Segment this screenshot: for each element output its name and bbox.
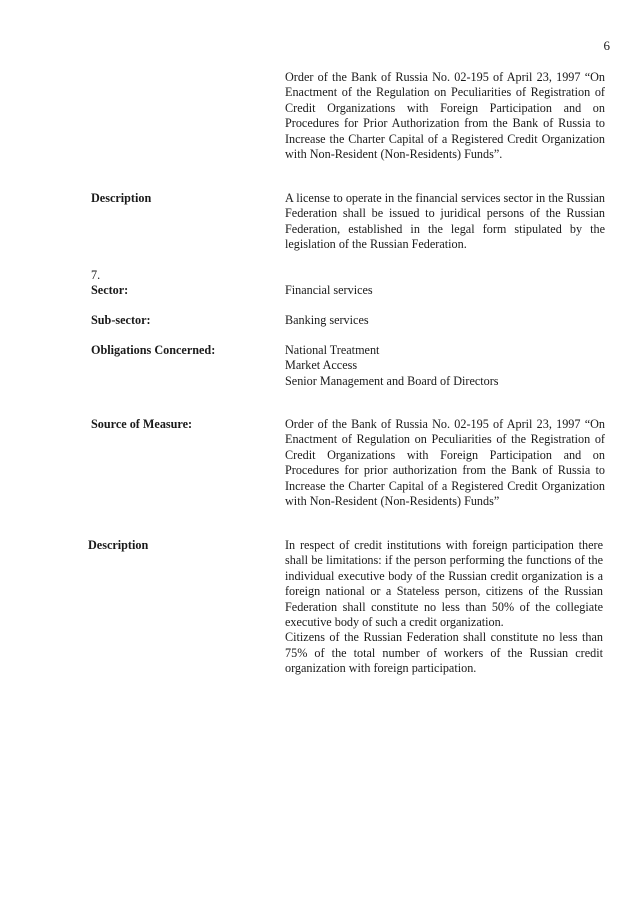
obligation-item: Senior Management and Board of Directors	[285, 373, 499, 388]
subsector-label: Sub-sector:	[91, 313, 151, 327]
sector-label: Sector:	[91, 283, 129, 297]
entry7-number: 7.	[91, 268, 101, 282]
description-paragraph: In respect of credit institutions with foreign participation there shall be limitations: if the person performing the functions of the individual executive body of the Russian credit organization is a foreign national or a Stateless person, citizens of the Russian Federation shall constitute no less than 50% of the collegiate executive body of such a credit organization.	[285, 538, 603, 630]
obligation-item: Market Access	[285, 358, 358, 373]
obligation-item: National Treatment	[285, 343, 380, 357]
obligations-label: Obligations Concerned:	[91, 343, 216, 357]
source-label: Source of Measure:	[91, 417, 193, 431]
entry7-description-label: Description	[88, 538, 149, 552]
page-number: 6	[603, 38, 610, 53]
entry6-description-label: Description	[91, 191, 152, 205]
obligations-list	[285, 343, 605, 389]
entry6-source-text: Order of the Bank of Russia No. 02-195 of April 23, 1997 “On Enactment of the Regulation on Peculiarities of Registration of Credit Organizations with Foreign Participation and on Procedures for Prior Authorization from the Bank of Russia to Increase the Charter Capital of a Registered Credit Organization with Non-Resident (Non-Residents) Funds”.	[285, 70, 605, 162]
sector-value: Financial services	[285, 283, 373, 297]
source-text: Order of the Bank of Russia No. 02-195 of April 23, 1997 “On Enactment of Regulation on Peculiarities of the Registration of Credit Organizations with Foreign Participation and on Procedures for prior authorization from the Bank of Russia to Increase the Charter Capital of a Registered Credit Organization with Non-Resident (Non-Residents) Funds”	[285, 417, 605, 509]
entry7-description	[285, 538, 603, 677]
description-paragraph: Citizens of the Russian Federation shall constitute no less than 75% of the total number of workers of the Russian credit organization with foreign participation.	[285, 630, 603, 676]
subsector-value: Banking services	[285, 313, 369, 327]
entry6-description-text: A license to operate in the financial services sector in the Russian Federation shall be issued to juridical persons of the Russian Federation, established in the legal form stipulated by the legislation of the Russian Federation.	[285, 191, 605, 252]
